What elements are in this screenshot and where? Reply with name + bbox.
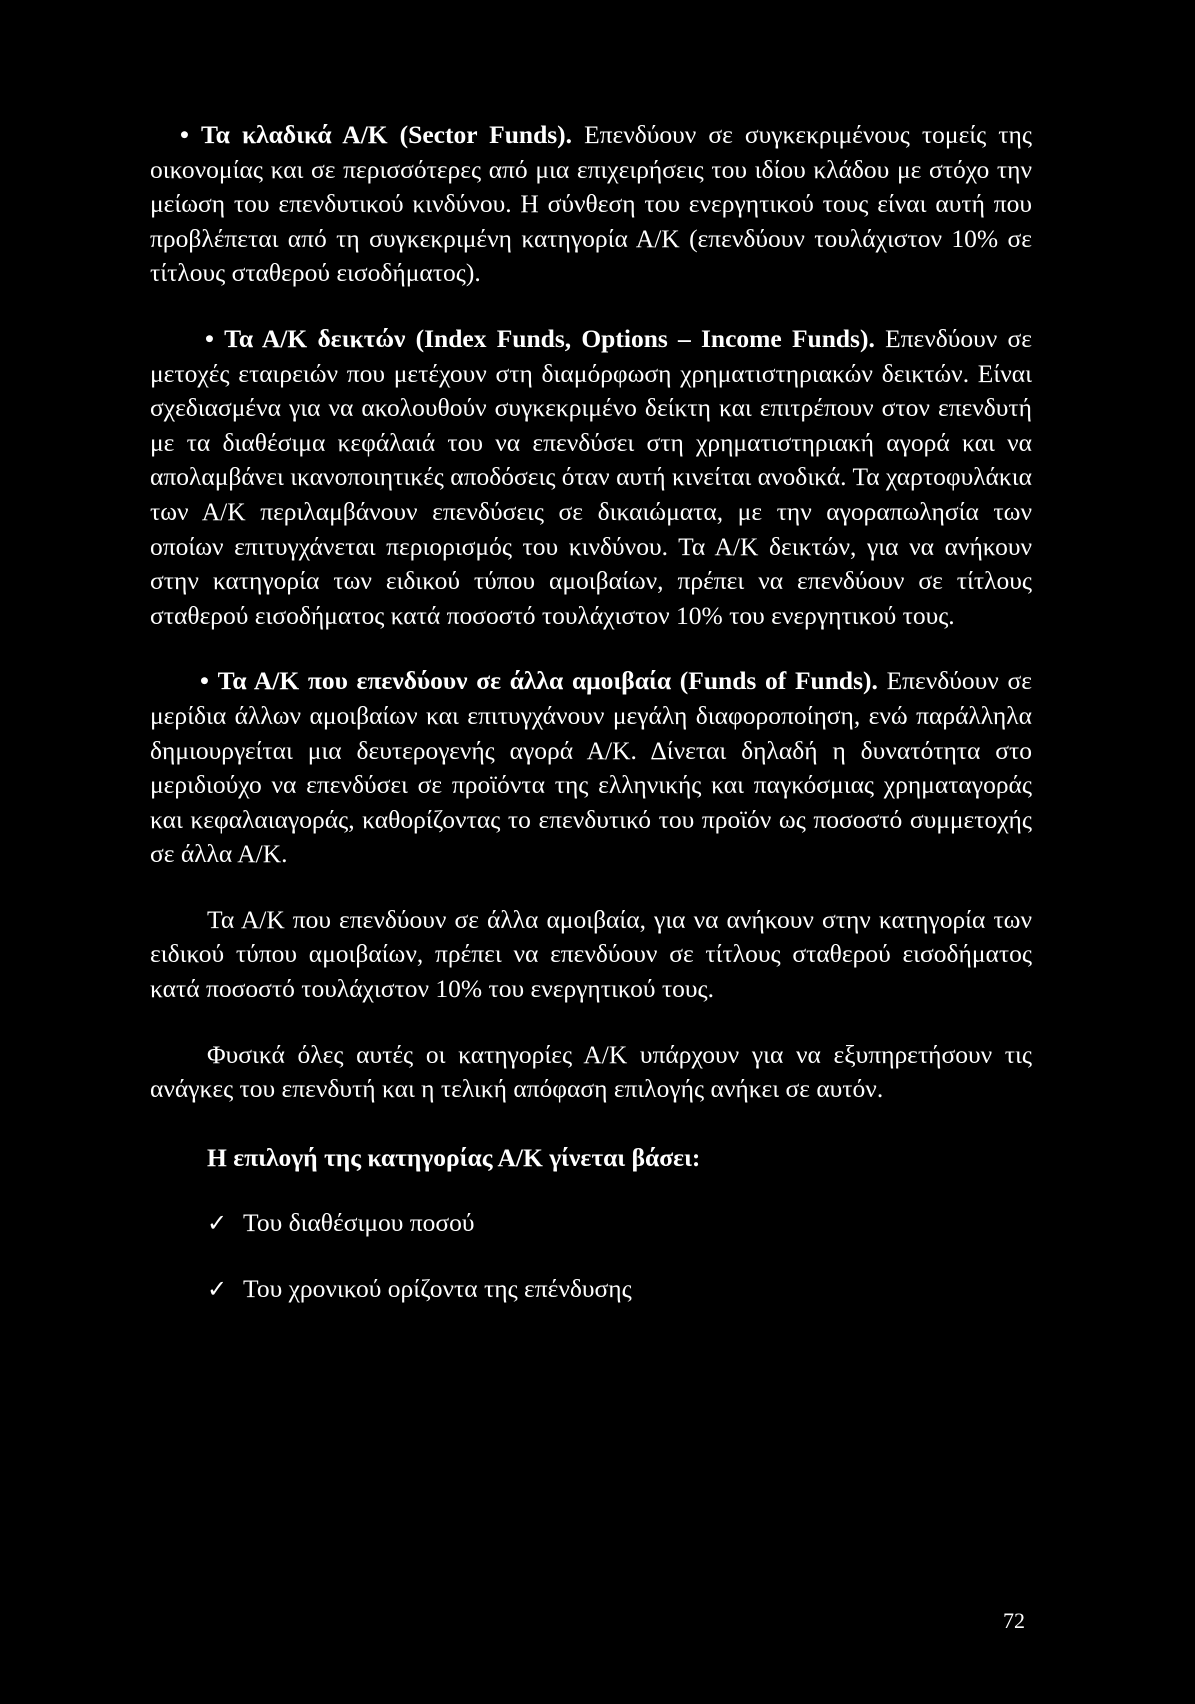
index-funds-text: Επενδύουν σε μετοχές εταιρειών που μετέχουν στη διαμόρφωση χρηματιστηριακών δεικτών. Είναι σχεδιασμένα για να ακολουθούν συγκεκριμένο δείκτη και επιτρέπουν στον επενδυτή με τα διαθέσιμα κεφάλαιά του να επενδύσει στη χρηματιστηριακή αγορά και να απολαμβάνει ικανοποιητικές αποδόσεις όταν αυτή κινείται ανοδικά. Τα χαρτοφυλάκια των Α/Κ περιλαμβάνουν επενδύσεις σε δικαιώματα, με την αγοραπωλησία των οποίων επιτυγχάνεται περιορισμός του κινδύνου. Τα Α/Κ δεικτών, για να ανήκουν στην κατηγορία των ειδικού τύπου αμοιβαίων, πρέπει να επενδύουν σε τίτλους σταθερού εισοδήματος κατά ποσοστό τουλάχιστον 10% του ενεργητικού τους.: [150, 323, 1032, 630]
paragraph-special-type: Τα Α/Κ που επενδύουν σε άλλα αμοιβαία, για να ανήκουν στην κατηγορία των ειδικού τύπου αμοιβαίων, πρέπει να επενδύουν σε τίτλους σταθερού εισοδήματος κατά ποσοστό τουλάχιστον 10% του ενεργητικού τους.: [150, 904, 1032, 1004]
funds-of-funds-text: Επενδύουν σε μερίδια άλλων αμοιβαίων και επιτυγχάνουν μεγάλη διαφοροποίηση, ενώ παράλληλα δημιουργείται μια δευτερογενής αγορά Α/Κ. Δίνεται δηλαδή η δυνατότητα στο μεριδιούχο να επενδύσει σε προϊόντα της ελληνικής και παγκόσμιας χρηματαγοράς και κεφαλαιαγοράς, καθορίζοντας το επενδυτικό του προϊόν ως ποσοστό συμμετοχής σε άλλα Α/Κ.: [150, 666, 1032, 869]
index-funds-bullet: •: [205, 323, 214, 353]
checkmark-icon: ✓: [207, 1211, 228, 1238]
index-funds-title: Τα Α/Κ δεικτών (Index Funds, Options – Income Funds).: [224, 323, 875, 353]
list-item-label: Του χρονικού ορίζοντα της επένδυσης: [243, 1274, 632, 1304]
checkmark-icon: ✓: [207, 1277, 228, 1304]
paragraph-conclusion: Φυσικά όλες αυτές οι κατηγορίες Α/Κ υπάρχουν για να εξυπηρετήσουν τις ανάγκες του επενδυτή και η τελική απόφαση επιλογής ανήκει σε αυτόν.: [150, 1039, 1032, 1104]
page-number: 72: [1003, 1608, 1025, 1633]
paragraph-funds-of-funds: [150, 664, 1032, 872]
sector-funds-text: Επενδύουν σε συγκεκριμένους τομείς της οικονομίας και σε περισσότερες από μια επιχειρήσεις του ιδίου κλάδου με στόχο την μείωση του επενδυτικού κινδύνου. Η σύνθεση του ενεργητικού τους είναι αυτή που προβλέπεται από τη συγκεκριμένη κατηγορία Α/Κ (επενδύουν τουλάχιστον 10% σε τίτλους σταθερού εισοδήματος).: [150, 120, 1032, 288]
sector-funds-title: Τα κλαδικά Α/Κ (Sector Funds).: [200, 120, 573, 149]
list-item: [150, 1206, 1032, 1242]
list-item-label: Του διαθέσιμου ποσού: [243, 1208, 475, 1238]
document-page: [150, 118, 1032, 1308]
paragraph-index-funds: [150, 322, 1032, 633]
selection-heading: Η επιλογή της κατηγορίας Α/Κ γίνεται βάσει:: [207, 1142, 701, 1172]
funds-of-funds-bullet: •: [200, 666, 209, 696]
list-item: [150, 1272, 1032, 1308]
funds-of-funds-title: Τα Α/Κ που επενδύουν σε άλλα αμοιβαία (Funds of Funds).: [217, 666, 878, 696]
sector-funds-bullet: •: [180, 120, 189, 149]
paragraph-sector-funds: [150, 118, 1032, 291]
